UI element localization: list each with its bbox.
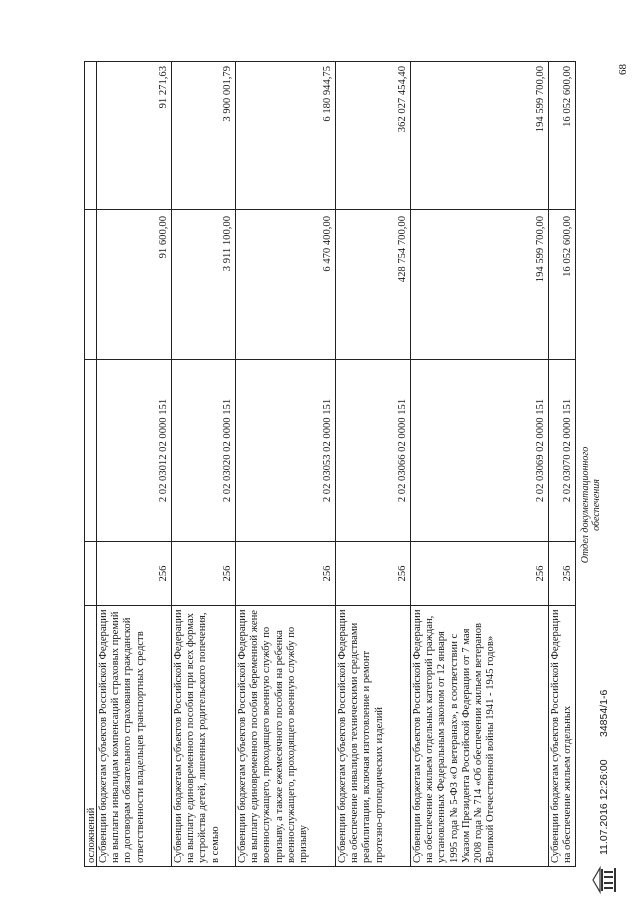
- document-number: 34854/1-6: [598, 689, 610, 737]
- row-name: осложнений: [86, 807, 97, 863]
- row-actual-value: 362 027 454,40: [336, 60, 410, 210]
- row-name: Субвенции бюджетам субъектов Российской Федерации на обеспечение инвалидов техническими средствами реабилитации, включая изготовление и ремонт протезно-ортопедических изделий: [337, 609, 385, 863]
- table-row: [97, 62, 172, 866]
- row-actual-value: 194 599 700,00: [411, 60, 548, 210]
- row-budget-code: 2 02 03070 02 0000 151: [549, 360, 575, 542]
- table-row: [336, 62, 411, 866]
- row-actual-value: 16 052 600,00: [549, 60, 575, 210]
- row-planned-value: 428 754 700,00: [336, 210, 410, 360]
- row-budget-code: [85, 360, 96, 542]
- row-name: Субвенции бюджетам субъектов Российской Федерации на выплаты инвалидам компенсаций страховых премий по договорам обязательного страхования гражданской ответственности владельцев транспортных средств: [98, 609, 146, 863]
- row-admin-code: 256: [236, 542, 335, 606]
- table-row: [411, 62, 549, 866]
- row-planned-value: 16 052 600,00: [549, 210, 575, 360]
- row-admin-code: [85, 542, 96, 606]
- row-name: Субвенции бюджетам субъектов Российской Федерации на выплату единовременного пособия беременной жене военнослужащего, проходящего военную службу по призыву, а также ежемесячного пособия на ребенка военнослужащего, проходящего военную службу по призыву: [237, 609, 310, 863]
- row-name: Субвенции бюджетам субъектов Российской Федерации на выплату единовременного пособия при всех формах устройства детей, лишенных родительского попечения, в семью: [173, 609, 221, 863]
- row-admin-code: 256: [172, 542, 235, 606]
- budget-table: [84, 61, 576, 867]
- table-row: [85, 62, 97, 866]
- row-budget-code: 2 02 03069 02 0000 151: [411, 360, 548, 542]
- department-stamp: Отдел документационного обеспечения: [580, 446, 602, 564]
- table-row: [236, 62, 336, 866]
- row-budget-code: 2 02 03012 02 0000 151: [97, 360, 171, 542]
- row-planned-value: 194 599 700,00: [411, 210, 548, 360]
- table-row: [549, 62, 575, 866]
- row-admin-code: 256: [97, 542, 171, 606]
- row-name: Субвенции бюджетам субъектов Российской Федерации на обеспечение жильем отдельных категорий граждан, установленных Федеральным законом от 12 января 1995 года № 5-ФЗ «О ветеранах», в соответствии с Указом Президента Российской Федерации от 7 мая 2008 года № 714 «Об обеспечении жильем ветеранов Великой Отечественной войны 1941 - 1945 годов»: [412, 609, 497, 863]
- row-planned-value: 6 470 400,00: [236, 210, 335, 360]
- row-budget-code: 2 02 03053 02 0000 151: [236, 360, 335, 542]
- parliament-building-icon: [592, 865, 618, 895]
- row-name: Субвенции бюджетам субъектов Российской Федерации на обеспечение жильем отдельных: [550, 609, 574, 863]
- row-budget-code: 2 02 03066 02 0000 151: [336, 360, 410, 542]
- row-admin-code: 256: [336, 542, 410, 606]
- row-planned-value: 91 600,00: [97, 210, 171, 360]
- row-actual-value: [85, 60, 96, 210]
- row-budget-code: 2 02 03020 02 0000 151: [172, 360, 235, 542]
- row-admin-code: 256: [549, 542, 575, 606]
- row-planned-value: [85, 210, 96, 360]
- row-admin-code: 256: [411, 542, 548, 606]
- page-number: 68: [617, 64, 629, 75]
- timestamp: 11.07.2016 12:26:00: [598, 759, 610, 855]
- row-actual-value: 6 180 944,75: [236, 60, 335, 210]
- table-row: [172, 62, 236, 866]
- row-actual-value: 91 271,63: [97, 60, 171, 210]
- row-actual-value: 3 900 001,79: [172, 60, 235, 210]
- row-planned-value: 3 911 100,00: [172, 210, 235, 360]
